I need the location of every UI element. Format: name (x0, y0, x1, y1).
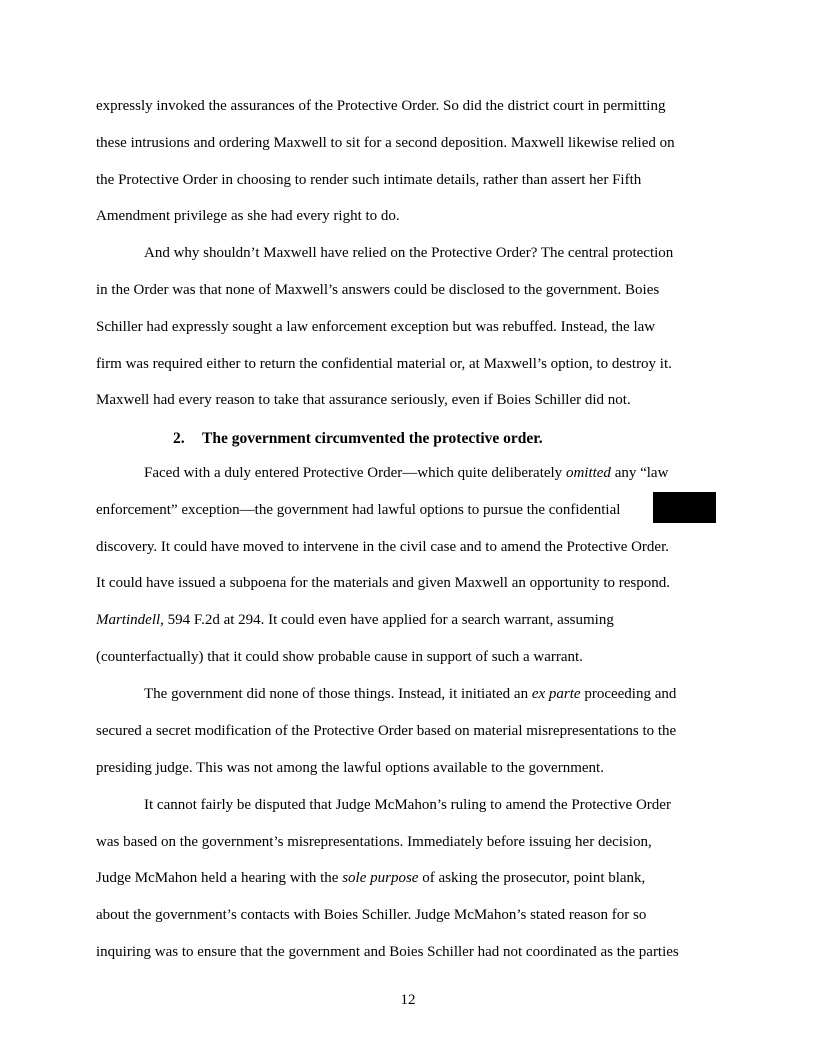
paragraph-3-line-1 (144, 464, 720, 482)
text-run: Faced with a duly entered Protective Order—which quite deliberately (144, 465, 566, 481)
paragraph-1-line-2: these intrusions and ordering Maxwell to sit for a second deposition. Maxwell likewise relied on (96, 135, 675, 151)
paragraph-3-line-2: enforcement” exception—the government had lawful options to pursue the confidential (96, 502, 621, 518)
redaction-block (653, 492, 716, 523)
paragraph-5-line-4: about the government’s contacts with Boies Schiller. Judge McMahon’s stated reason for so (96, 907, 647, 923)
text-run: any “law (610, 465, 669, 481)
paragraph-2-line-5: Maxwell had every reason to take that assurance seriously, even if Boies Schiller did not. (96, 392, 631, 408)
paragraph-4-line-1 (144, 685, 720, 703)
paragraph-5-line-3 (96, 869, 720, 887)
paragraph-4-line-3: presiding judge. This was not among the lawful options available to the government. (96, 760, 604, 776)
paragraph-4-line-2: secured a secret modification of the Protective Order based on material misrepresentations to the (96, 723, 677, 739)
section-heading (173, 430, 543, 448)
text-run: proceeding and (580, 686, 677, 702)
paragraph-5-line-2: was based on the government’s misrepresentations. Immediately before issuing her decision, (96, 834, 652, 850)
text-run: Judge McMahon held a hearing with the (96, 870, 343, 886)
emphasis-text: ex parte (531, 686, 581, 702)
case-citation: Martindell (96, 612, 161, 628)
paragraph-3-line-5 (96, 611, 720, 629)
emphasis-text: omitted (565, 465, 611, 481)
section-heading-text: The government circumvented the protective order. (202, 430, 543, 447)
text-run: of asking the prosecutor, point blank, (418, 870, 646, 886)
paragraph-2-line-4: firm was required either to return the confidential material or, at Maxwell’s option, to destroy it. (96, 356, 672, 372)
paragraph-2-line-1: And why shouldn’t Maxwell have relied on the Protective Order? The central protection (144, 245, 674, 261)
paragraph-2-line-3: Schiller had expressly sought a law enforcement exception but was rebuffed. Instead, the law (96, 319, 656, 335)
emphasis-text: sole purpose (342, 870, 419, 886)
paragraph-1-line-4: Amendment privilege as she had every right to do. (96, 208, 400, 224)
text-run: The government did none of those things. Instead, it initiated an (144, 686, 532, 702)
paragraph-1-line-1: expressly invoked the assurances of the Protective Order. So did the district court in permitting (96, 98, 666, 114)
section-heading-number: 2. (173, 430, 185, 447)
paragraph-5-line-1: It cannot fairly be disputed that Judge McMahon’s ruling to amend the Protective Order (144, 797, 671, 813)
page-number: 12 (400, 992, 416, 1008)
text-run: , 594 F.2d at 294. It could even have applied for a search warrant, assuming (160, 612, 614, 628)
paragraph-1-line-3: the Protective Order in choosing to render such intimate details, rather than assert her Fifth (96, 172, 642, 188)
paragraph-3-line-4: It could have issued a subpoena for the materials and given Maxwell an opportunity to respond. (96, 575, 671, 591)
paragraph-2-line-2: in the Order was that none of Maxwell’s answers could be disclosed to the government. Boies (96, 282, 660, 298)
paragraph-5-line-5: inquiring was to ensure that the government and Boies Schiller had not coordinated as the parties (96, 944, 679, 960)
paragraph-3-line-6: (counterfactually) that it could show probable cause in support of such a warrant. (96, 649, 583, 665)
paragraph-3-line-3: discovery. It could have moved to intervene in the civil case and to amend the Protective Order. (96, 539, 670, 555)
